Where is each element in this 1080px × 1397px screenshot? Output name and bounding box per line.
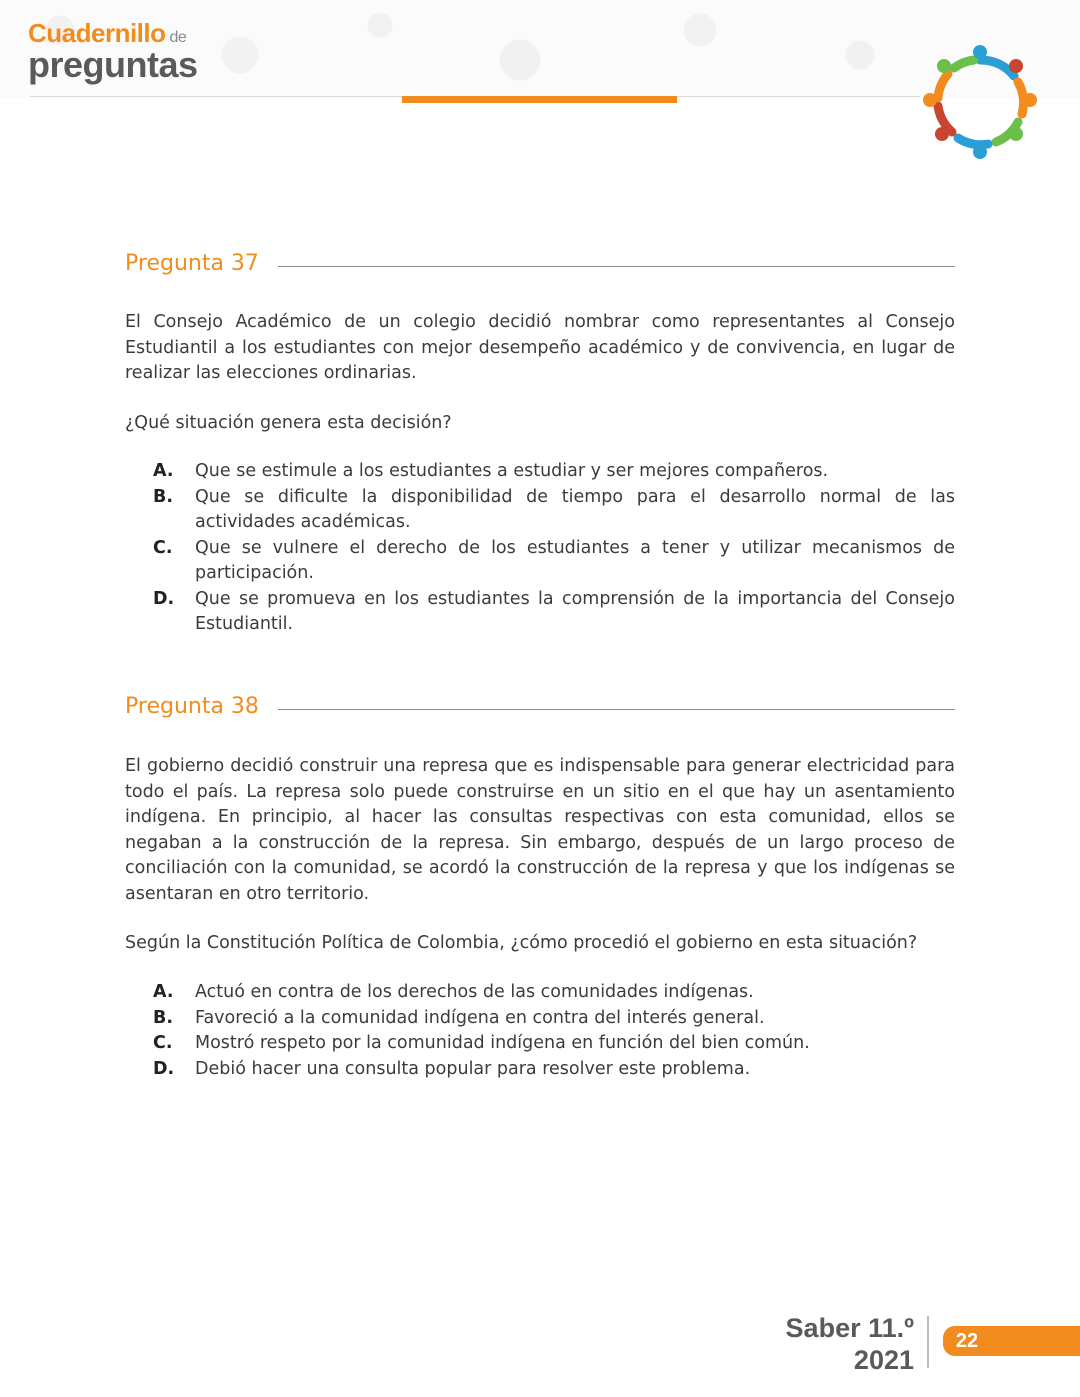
header-accent-bar — [402, 96, 677, 103]
option-b[interactable] — [153, 1006, 955, 1032]
option-a[interactable] — [153, 459, 955, 485]
question-37-rule — [278, 266, 955, 267]
option-text: Que se dificulte la disponibilidad de tiempo para el desarrollo normal de las actividades académicas. — [195, 486, 955, 532]
question-38-header — [125, 694, 955, 724]
option-text: Favoreció a la comunidad indígena en contra del interés general. — [195, 1007, 765, 1028]
option-b[interactable] — [153, 485, 955, 536]
option-letter: C. — [153, 537, 173, 558]
brand-de: de — [169, 29, 187, 46]
question-37-title: Pregunta 37 — [125, 251, 259, 276]
brand-subtitle: preguntas — [28, 44, 198, 85]
option-text: Que se estimule a los estudiantes a estudiar y ser mejores compañeros. — [195, 461, 829, 481]
option-text: Mostró respeto por la comunidad indígena en función del bien común. — [195, 1033, 810, 1053]
question-38-rule — [278, 709, 955, 710]
question-37-header — [125, 251, 955, 281]
option-letter: B. — [153, 486, 173, 507]
option-text: Actuó en contra de los derechos de las comunidades indígenas. — [195, 982, 754, 1002]
option-c[interactable] — [153, 536, 955, 587]
question-38-options — [153, 980, 955, 1082]
question-38-title: Pregunta 38 — [125, 694, 259, 719]
option-text: Que se vulnere el derecho de los estudiantes a tener y utilizar mecanismos de participación. — [195, 537, 955, 583]
option-d[interactable] — [153, 1057, 955, 1083]
option-letter: C. — [153, 1033, 173, 1053]
footer-exam: Saber 11.º — [785, 1313, 914, 1343]
option-text: Que se promueva en los estudiantes la comprensión de la importancia del Consejo Estudiantil. — [195, 588, 955, 634]
option-d[interactable] — [153, 587, 955, 638]
page-number-tab — [943, 1326, 1080, 1356]
footer-separator — [927, 1316, 929, 1368]
people-circle-icon — [918, 40, 1042, 164]
option-text: Debió hacer una consulta popular para resolver este problema. — [195, 1058, 751, 1079]
question-37-context: El Consejo Académico de un colegio decidió nombrar como representantes al Consejo Estudiantil a los estudiantes con mejor desempeño académico y de convivencia, en lugar de realizar las elecciones ordinarias. — [125, 312, 955, 383]
brand-line1: Cuadernillo — [28, 18, 166, 48]
question-37-options — [153, 459, 955, 638]
question-38-prompt: Según la Constitución Política de Colombia, ¿cómo procedió el gobierno en esta situación? — [125, 933, 918, 953]
question-38-context: El gobierno decidió construir una represa que es indispensable para generar electricidad para todo el país. La represa solo puede construirse en un sitio en el que hay un asentamiento indígena. En principio, al hacer las consultas respectivas con esta comunidad, ellos se negaban a la construcción de la represa. Sin embargo, después de un largo proceso de conciliación con la comunidad, se acordó la construcción de la represa y que los indígenas se asentaran en otro territorio. — [125, 756, 955, 904]
option-letter: D. — [153, 1058, 175, 1079]
option-letter: A. — [153, 461, 174, 481]
option-c[interactable] — [153, 1031, 955, 1057]
page-number: 22 — [955, 1330, 979, 1352]
footer-exam-label — [786, 1312, 914, 1376]
option-a[interactable] — [153, 980, 955, 1006]
question-37-prompt: ¿Qué situación genera esta decisión? — [125, 413, 452, 433]
footer-year: 2021 — [853, 1345, 914, 1375]
option-letter: D. — [153, 588, 175, 609]
option-letter: B. — [153, 1007, 173, 1028]
option-letter: A. — [153, 982, 174, 1002]
